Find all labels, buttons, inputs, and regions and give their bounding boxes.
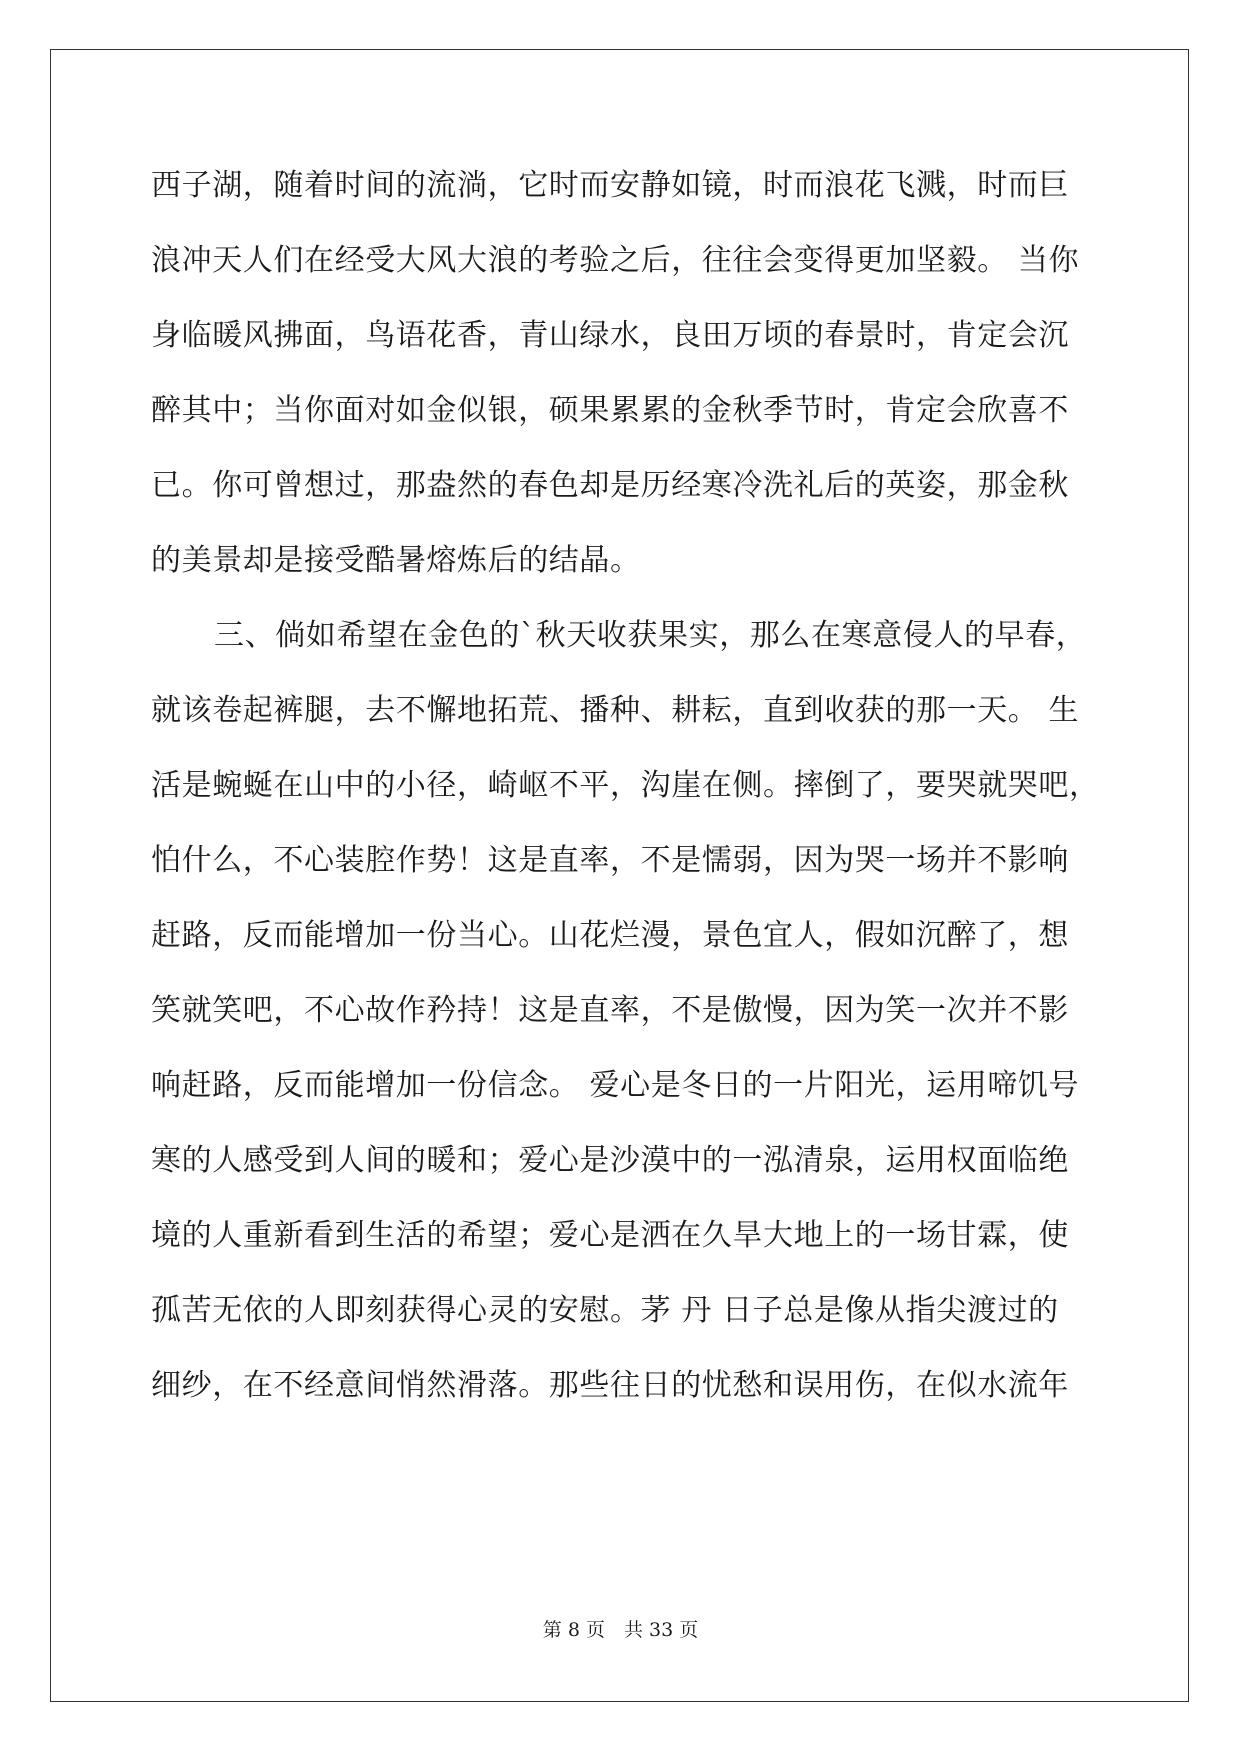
text-line: 已。你可曾想过，那盎然的春色却是历经寒冷洗礼后的英姿，那金秋 <box>151 468 1069 503</box>
text-line: 寒的人感受到人间的暖和；爱心是沙漠中的一泓清泉，运用权面临绝 <box>151 1143 1069 1178</box>
text-line: 醉其中；当你面对如金似银，硕果累累的金秋季节时，肯定会欣喜不 <box>151 393 1069 428</box>
text-line: 孤苦无依的人即刻获得心灵的安慰。茅 丹 日子总是像从指尖渡过的 <box>151 1293 1059 1328</box>
text-line: 细纱，在不经意间悄然滑落。那些往日的忧愁和误用伤，在似水流年 <box>151 1368 1069 1403</box>
text-line: 赶路，反而能增加一份当心。山花烂漫，景色宜人，假如沉醉了，想 <box>151 918 1069 953</box>
text-line: 活是蜿蜒在山中的小径，崎岖不平，沟崖在侧。摔倒了，要哭就哭吧， <box>151 768 1100 803</box>
text-line: 境的人重新看到生活的希望；爱心是洒在久旱大地上的一场甘霖，使 <box>151 1218 1069 1253</box>
text-line: 的美景却是接受酷暑熔炼后的结晶。 <box>151 543 641 578</box>
text-line: 怕什么，不心装腔作势！这是直率，不是懦弱，因为哭一场并不影响 <box>151 843 1069 878</box>
text-line: 就该卷起裤腿，去不懈地拓荒、播种、耕耘，直到收获的那一天。 生 <box>151 693 1080 728</box>
text-line: 响赶路，反而能增加一份信念。 爱心是冬日的一片阳光，运用啼饥号 <box>151 1068 1080 1103</box>
text-line: 浪冲天人们在经受大风大浪的考验之后，往往会变得更加坚毅。 当你 <box>151 243 1080 278</box>
paragraph-first-line: 三、倘如希望在金色的`秋天收获果实，那么在寒意侵人的早春， <box>214 618 1087 653</box>
text-line: 身临暖风拂面，鸟语花香，青山绿水，良田万顷的春景时，肯定会沉 <box>151 318 1069 353</box>
text-line: 西子湖，随着时间的流淌，它时而安静如镜，时而浪花飞溅，时而巨 <box>151 168 1069 203</box>
text-line: 笑就笑吧，不心故作矜持！这是直率，不是傲慢，因为笑一次并不影 <box>151 993 1069 1028</box>
page-number-footer: 第 8 页 共 33 页 <box>542 1619 699 1641</box>
